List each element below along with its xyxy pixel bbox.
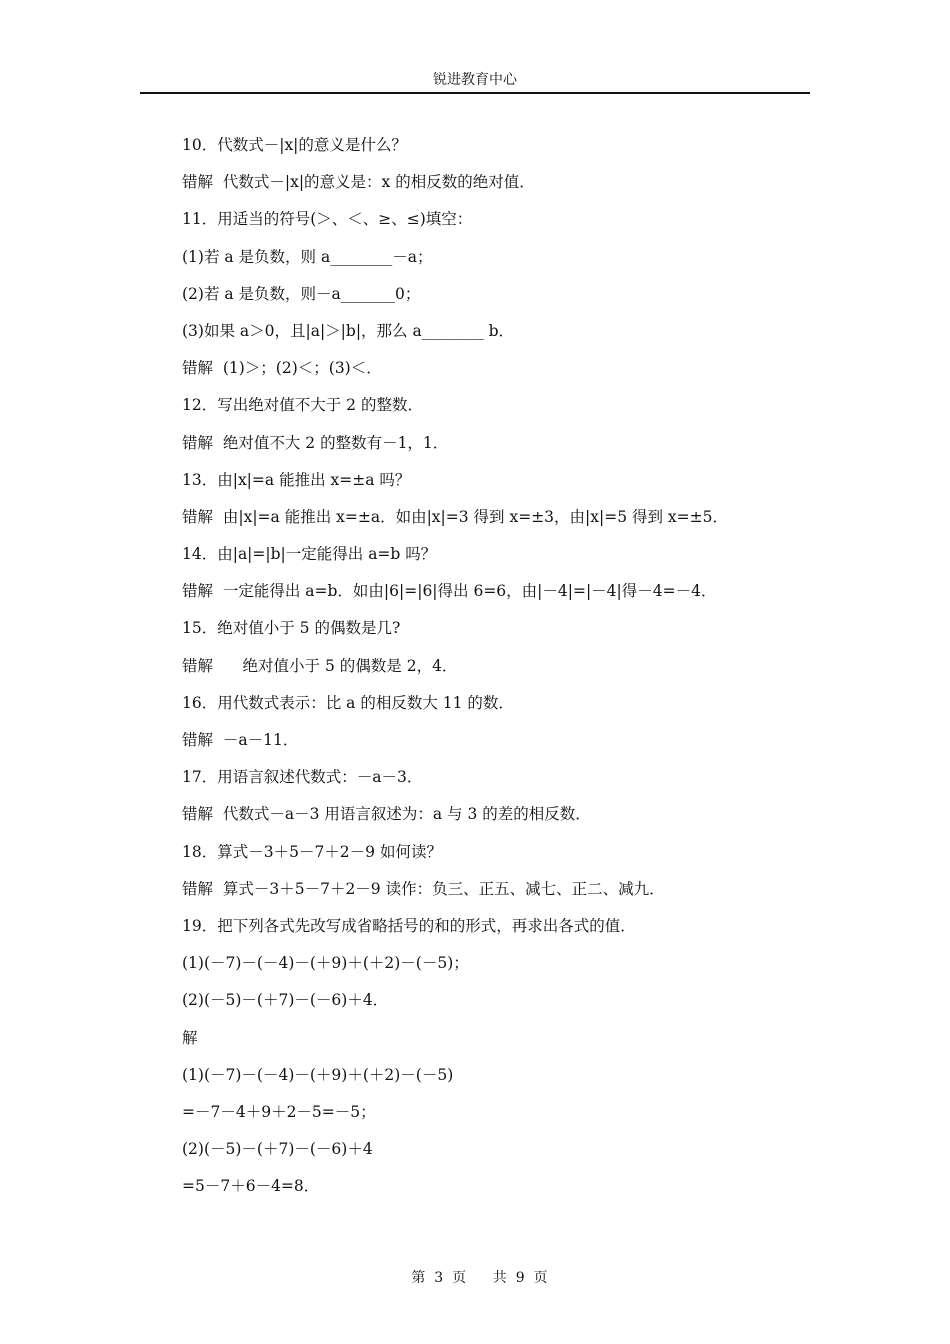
question-19-part-2: (2)(－5)－(＋7)－(－6)＋4． (182, 991, 389, 1010)
page-number: 第 3 页 共 9 页 (411, 1270, 548, 1286)
question-11-part-3: (3)如果 a＞0，且|a|＞|b|，那么 a________ b． (182, 321, 515, 340)
question-11-part-1: (1)若 a 是负数，则 a________－a； (182, 247, 433, 266)
question-17: 17．用语言叙述代数式：－a－3． (182, 768, 423, 787)
question-11-part-2: (2)若 a 是负数，则－a_______0； (182, 284, 421, 303)
solution-part-1-result: =－7－4＋9＋2－5=－5； (182, 1102, 376, 1121)
wrong-answer-13: 错解 由|x|=a 能推出 x=±a．如由|x|=3 得到 x=±3，由|x|=5 得到 x=±5． (182, 507, 729, 526)
solution-part-1-expression: (1)(－7)－(－4)－(＋9)＋(＋2)－(－5) (182, 1065, 454, 1084)
question-14: 14．由|a|=|b|一定能得出 a=b 吗？ (182, 545, 437, 564)
solution-part-2-expression: (2)(－5)－(＋7)－(－6)＋4 (182, 1140, 373, 1159)
question-15: 15．绝对值小于 5 的偶数是几? (182, 619, 401, 638)
wrong-answer-14: 错解 一定能得出 a=b．如由|6|=|6|得出 6=6，由|－4|=|－4|得－4=－4． (182, 582, 717, 601)
question-19: 19．把下列各式先改写成省略括号的和的形式，再求出各式的值． (182, 916, 636, 935)
document-body (182, 132, 802, 1210)
solution-label: 解 (182, 1028, 198, 1047)
wrong-answer-11: 错解 (1)＞；(2)＜；(3)＜． (182, 359, 382, 378)
wrong-answer-15: 错解 绝对值小于 5 的偶数是 2，4． (182, 656, 458, 675)
question-12: 12．写出绝对值不大于 2 的整数． (182, 396, 423, 415)
page-header (140, 70, 810, 94)
question-16: 16．用代数式表示：比 a 的相反数大 11 的数． (182, 693, 514, 712)
wrong-answer-12: 错解 绝对值不大 2 的整数有－1，1． (182, 433, 449, 452)
wrong-answer-10: 错解 代数式－|x|的意义是：x 的相反数的绝对值． (182, 173, 535, 192)
page-footer (0, 1248, 950, 1288)
wrong-answer-16: 错解 －a－11． (182, 731, 299, 749)
solution-part-2-result: =5－7＋6－4=8． (182, 1177, 320, 1196)
wrong-answer-18: 错解 算式－3＋5－7＋2－9 读作：负三、正五、减七、正二、减九． (182, 879, 665, 898)
question-11: 11．用适当的符号(＞、＜、≥、≤)填空： (182, 210, 473, 229)
question-13: 13．由|x|=a 能推出 x=±a 吗？ (182, 470, 411, 489)
wrong-answer-17: 错解 代数式－a－3 用语言叙述为：a 与 3 的差的相反数． (182, 805, 591, 824)
question-19-part-1: (1)(－7)－(－4)－(＋9)＋(＋2)－(－5)； (182, 954, 469, 973)
question-18: 18．算式－3＋5－7＋2－9 如何读？ (182, 842, 442, 861)
header-title: 锐进教育中心 (433, 72, 517, 88)
question-10: 10．代数式－|x|的意义是什么？ (182, 136, 407, 154)
